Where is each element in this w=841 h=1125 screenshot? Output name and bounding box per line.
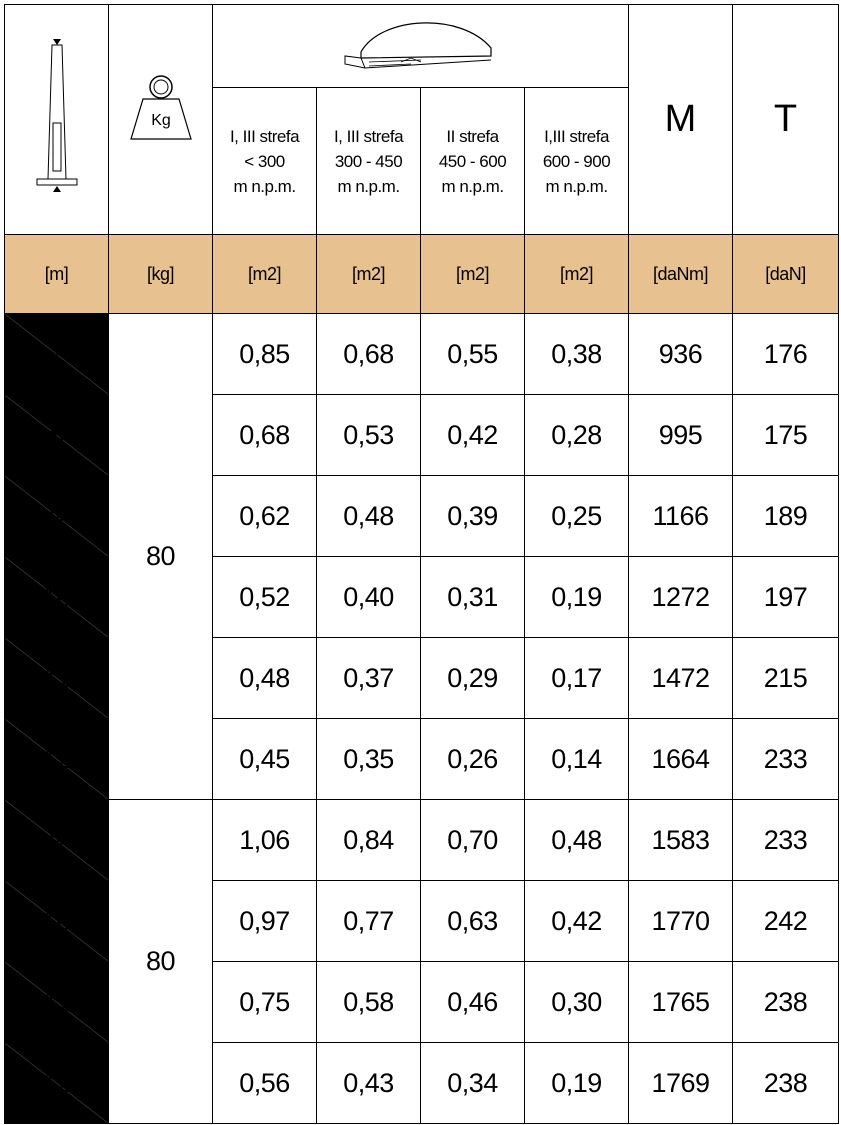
pole-height-value: 11 <box>5 638 109 719</box>
area-zone-3: 0,63 <box>421 881 525 962</box>
moment-value: 1664 <box>629 719 733 800</box>
area-zone-2: 0,35 <box>317 719 421 800</box>
pole-height-value: 12 <box>5 1043 109 1124</box>
moment-value: 1166 <box>629 476 733 557</box>
moment-value: 1272 <box>629 557 733 638</box>
pole-height-value: 9 <box>5 476 109 557</box>
pole-spec-table <box>4 4 839 1124</box>
unit-cell: [kg] <box>109 235 213 314</box>
pole-icon <box>27 37 87 197</box>
area-zone-1: 0,62 <box>213 476 317 557</box>
area-zone-4: 0,17 <box>525 638 629 719</box>
force-value: 175 <box>733 395 839 476</box>
area-zone-2: 0,77 <box>317 881 421 962</box>
area-zone-4: 0,19 <box>525 1043 629 1124</box>
force-value: 215 <box>733 638 839 719</box>
area-zone-4: 0,19 <box>525 557 629 638</box>
area-zone-1: 1,06 <box>213 800 317 881</box>
weight-icon <box>121 67 201 167</box>
pole-height-value: 7 <box>5 314 109 395</box>
area-zone-3: 0,70 <box>421 800 525 881</box>
area-zone-4: 0,42 <box>525 881 629 962</box>
force-value: 176 <box>733 314 839 395</box>
mass-icon-cell <box>109 5 213 235</box>
force-value: 238 <box>733 962 839 1043</box>
area-zone-4: 0,28 <box>525 395 629 476</box>
area-zone-2: 0,84 <box>317 800 421 881</box>
pole-height-value: 11 <box>5 962 109 1043</box>
area-zone-4: 0,14 <box>525 719 629 800</box>
area-zone-1: 0,68 <box>213 395 317 476</box>
area-zone-3: 0,34 <box>421 1043 525 1124</box>
pole-height-value: 10 <box>5 557 109 638</box>
area-zone-1: 0,52 <box>213 557 317 638</box>
zone-header-1: I, III strefa < 300 m n.p.m. <box>213 88 317 235</box>
area-zone-1: 0,56 <box>213 1043 317 1124</box>
units-row <box>5 235 839 314</box>
area-zone-3: 0,55 <box>421 314 525 395</box>
pole-height-value: 9 <box>5 800 109 881</box>
moment-value: 1472 <box>629 638 733 719</box>
area-zone-4: 0,25 <box>525 476 629 557</box>
area-zone-3: 0,31 <box>421 557 525 638</box>
area-zone-1: 0,48 <box>213 638 317 719</box>
mass-value: 80 <box>109 800 213 1124</box>
force-value: 197 <box>733 557 839 638</box>
area-zone-3: 0,46 <box>421 962 525 1043</box>
area-zone-3: 0,29 <box>421 638 525 719</box>
unit-cell: [daNm] <box>629 235 733 314</box>
force-value: 233 <box>733 800 839 881</box>
area-zone-2: 0,43 <box>317 1043 421 1124</box>
force-value: 238 <box>733 1043 839 1124</box>
pole-height-value: 8 <box>5 395 109 476</box>
area-zone-4: 0,30 <box>525 962 629 1043</box>
area-zone-2: 0,37 <box>317 638 421 719</box>
unit-cell: [m2] <box>213 235 317 314</box>
area-zone-1: 0,85 <box>213 314 317 395</box>
area-zone-2: 0,40 <box>317 557 421 638</box>
pole-height-value: 10 <box>5 881 109 962</box>
moment-value: 1765 <box>629 962 733 1043</box>
area-zone-1: 0,45 <box>213 719 317 800</box>
zone-header-4: I,III strefa 600 - 900 m n.p.m. <box>525 88 629 235</box>
area-zone-2: 0,68 <box>317 314 421 395</box>
force-value: 189 <box>733 476 839 557</box>
mass-value: 80 <box>109 314 213 800</box>
moment-value: 1770 <box>629 881 733 962</box>
area-zone-3: 0,39 <box>421 476 525 557</box>
force-header: T <box>733 5 839 235</box>
moment-value: 1769 <box>629 1043 733 1124</box>
area-zone-2: 0,58 <box>317 962 421 1043</box>
area-zone-4: 0,38 <box>525 314 629 395</box>
unit-cell: [m2] <box>525 235 629 314</box>
moment-value: 936 <box>629 314 733 395</box>
area-zone-2: 0,48 <box>317 476 421 557</box>
force-value: 242 <box>733 881 839 962</box>
area-zone-1: 0,97 <box>213 881 317 962</box>
unit-cell: [m2] <box>421 235 525 314</box>
table-row <box>5 800 839 881</box>
pole-height-icon-cell <box>5 5 109 235</box>
area-zone-3: 0,42 <box>421 395 525 476</box>
moment-value: 995 <box>629 395 733 476</box>
area-zone-1: 0,75 <box>213 962 317 1043</box>
unit-cell: [m2] <box>317 235 421 314</box>
zone-header-3: II strefa 450 - 600 m n.p.m. <box>421 88 525 235</box>
area-zone-3: 0,26 <box>421 719 525 800</box>
luminaire-icon-cell <box>213 5 629 88</box>
zone-header-2: I, III strefa 300 - 450 m n.p.m. <box>317 88 421 235</box>
table-row <box>5 314 839 395</box>
area-zone-4: 0,48 <box>525 800 629 881</box>
moment-header: M <box>629 5 733 235</box>
unit-cell: [daN] <box>733 235 839 314</box>
unit-cell: [m] <box>5 235 109 314</box>
pole-height-value: 12 <box>5 719 109 800</box>
force-value: 233 <box>733 719 839 800</box>
luminaire-icon <box>341 14 501 74</box>
area-zone-2: 0,53 <box>317 395 421 476</box>
moment-value: 1583 <box>629 800 733 881</box>
mass-icon-label: Kg <box>150 112 171 129</box>
